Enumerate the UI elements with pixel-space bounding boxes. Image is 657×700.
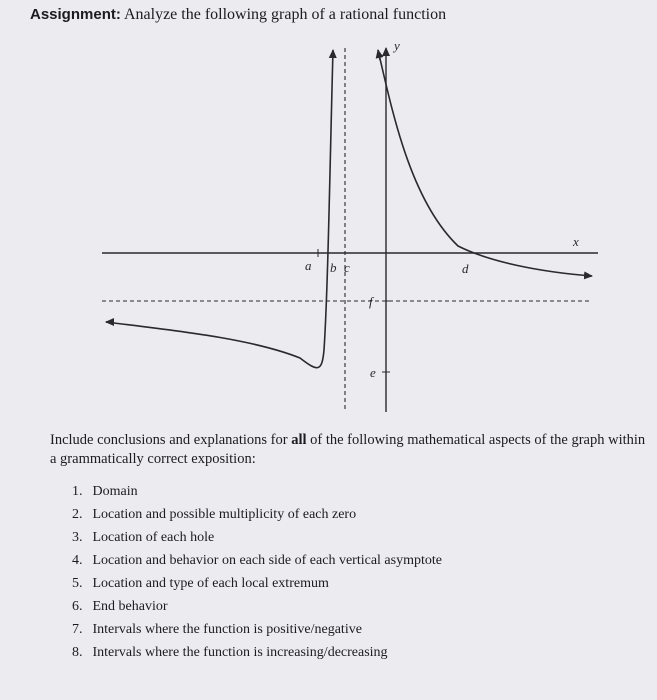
list-item-number: 4. <box>72 553 83 568</box>
list-item <box>72 641 442 664</box>
list-item-text: Location of each hole <box>92 530 215 545</box>
list-item-text: Intervals where the function is increasing/decreasing <box>92 645 388 660</box>
label-c: c <box>344 260 350 275</box>
list-item-number: 1. <box>72 484 83 499</box>
instructions-part2: of the following mathematical aspects of the graph within a grammatically correct exposition: <box>50 432 646 467</box>
list-item <box>72 572 442 595</box>
list-item-text: Location and type of each local extremum <box>92 576 329 591</box>
assignment-text: Analyze the following graph of a rational function <box>123 6 447 23</box>
list-item <box>72 549 442 572</box>
assignment-lead: Assignment: <box>30 6 121 23</box>
list-item-number: 5. <box>72 576 83 591</box>
aspects-list <box>72 480 442 664</box>
list-item <box>72 595 442 618</box>
list-item-number: 8. <box>72 645 83 660</box>
label-e: e <box>370 365 376 380</box>
right-branch-start-arrow <box>378 50 380 60</box>
label-x-axis: x <box>573 234 579 249</box>
list-item <box>72 503 442 526</box>
label-y-axis: y <box>394 38 400 53</box>
instructions-paragraph <box>50 431 650 469</box>
list-item-number: 2. <box>72 507 83 522</box>
list-item-number: 7. <box>72 622 83 637</box>
list-item-number: 6. <box>72 599 83 614</box>
list-item-text: Intervals where the function is positive/negative <box>92 622 362 637</box>
list-item <box>72 618 442 641</box>
label-b: b <box>330 260 337 275</box>
instructions-part1: Include conclusions and explanations for <box>50 432 292 448</box>
instructions-emphasis: all <box>291 432 307 448</box>
list-item-text: End behavior <box>92 599 168 614</box>
list-item-text: Location and behavior on each side of each vertical asymptote <box>92 553 442 568</box>
list-item <box>72 480 442 503</box>
list-item <box>72 526 442 549</box>
label-a: a <box>305 258 312 273</box>
list-item-text: Domain <box>92 484 138 499</box>
list-item-number: 3. <box>72 530 83 545</box>
right-branch-curve <box>378 50 592 276</box>
label-d: d <box>462 261 469 276</box>
left-branch-curve <box>106 50 333 368</box>
list-item-text: Location and possible multiplicity of each zero <box>92 507 357 522</box>
label-f: f <box>369 294 373 309</box>
